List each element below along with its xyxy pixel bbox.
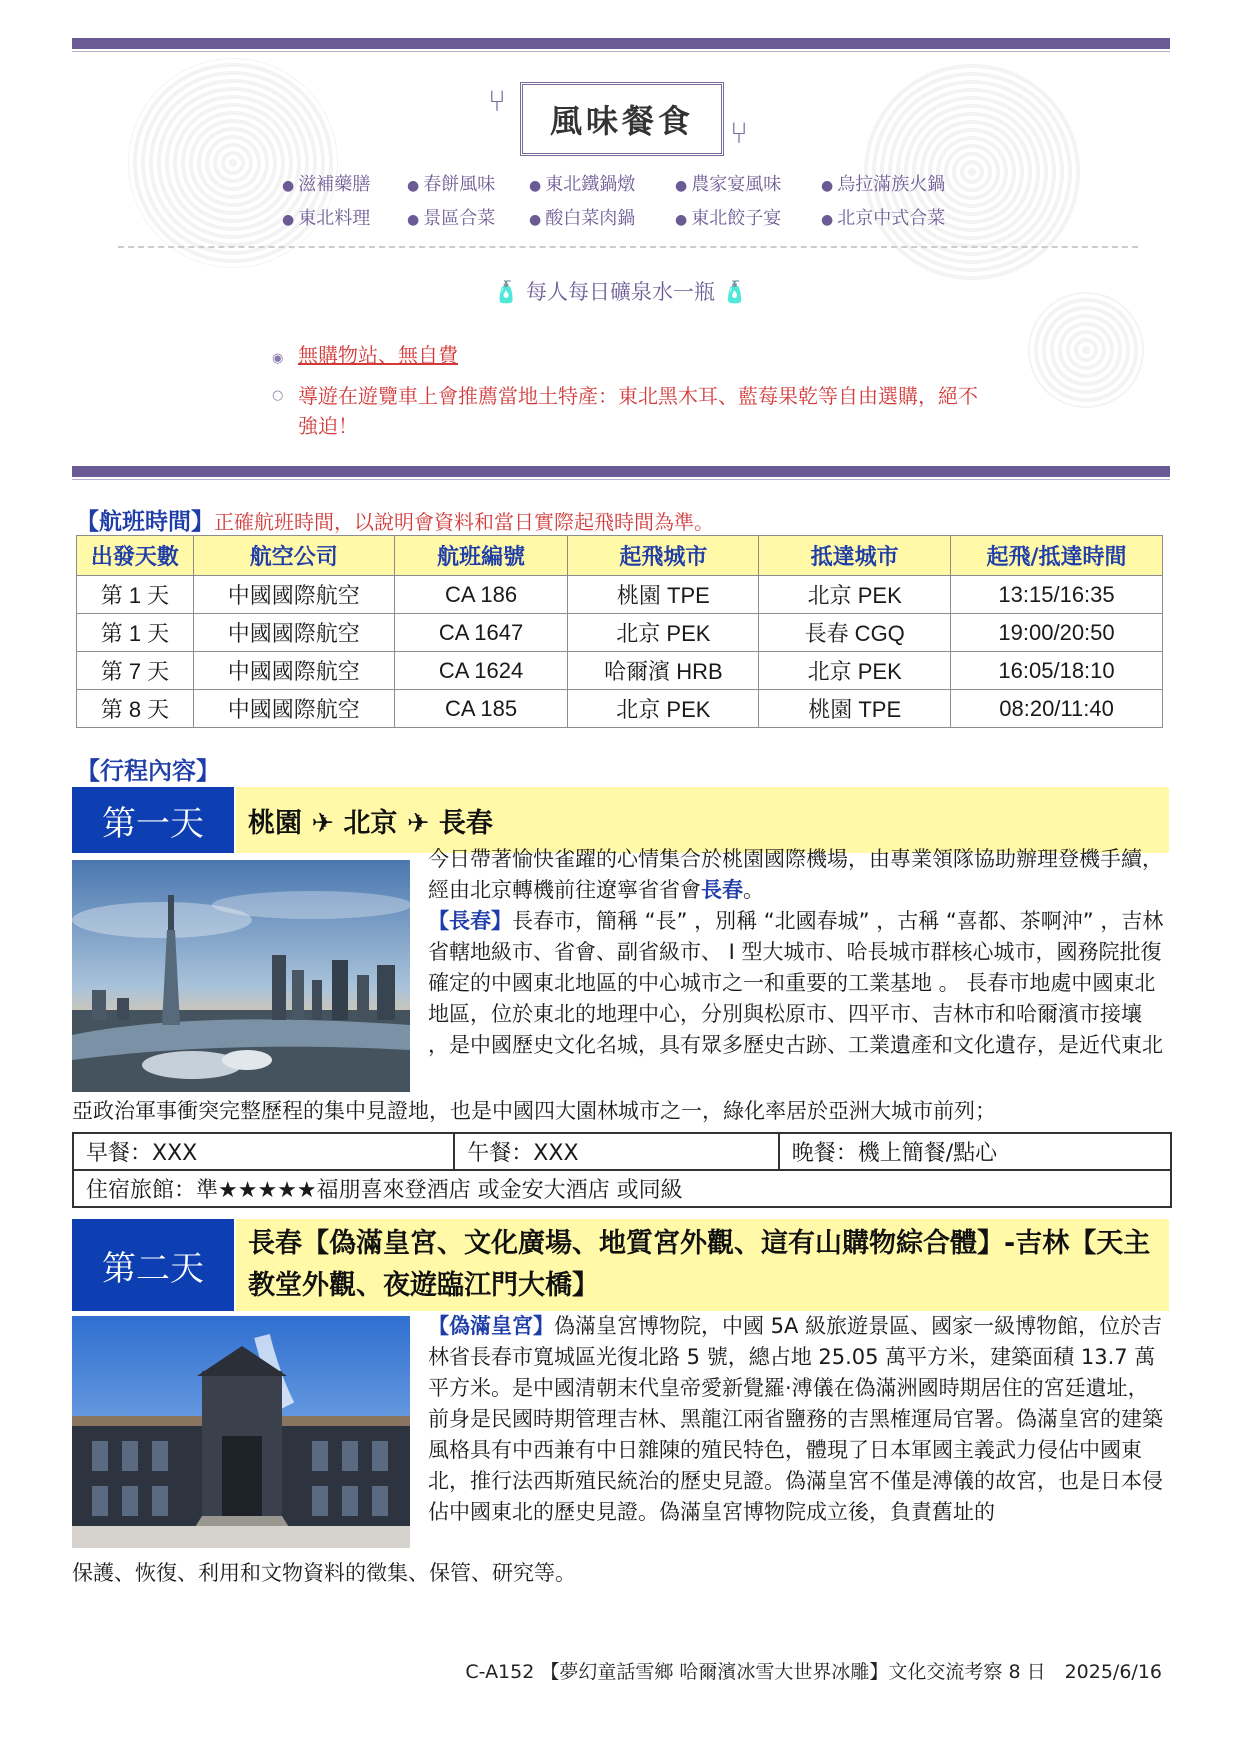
day2-description-tail: 保護、恢復、利用和文物資料的徵集、保管、研究等。 bbox=[72, 1561, 576, 1585]
day2-route: 長春【偽滿皇宮、文化廣場、地質宮外觀、這有山購物綜合體】-吉林【天主教堂外觀、夜遊臨江門大橋】 bbox=[236, 1219, 1169, 1311]
flight-heading: 【航班時間】正確航班時間，以說明會資料和當日實際起飛時間為準。 bbox=[76, 509, 714, 535]
dashed-divider bbox=[118, 246, 1138, 248]
food-list bbox=[282, 170, 982, 230]
table-row: 第 1 天 中國國際航空 CA 1647 北京 PEK 長春 CGQ 19:00/20:50 bbox=[77, 614, 1163, 652]
food-title-box bbox=[520, 82, 724, 156]
food-item: ● 酸白菜肉鍋 bbox=[529, 208, 636, 229]
food-item: ● 東北鐵鍋燉 bbox=[529, 174, 636, 195]
table-header-row bbox=[77, 536, 1163, 576]
bullet-icon: ◉ bbox=[272, 351, 284, 366]
food-title: 風味餐食 bbox=[549, 102, 694, 140]
day1-label: 第一天 bbox=[72, 787, 234, 853]
decorative-pattern bbox=[1028, 292, 1144, 408]
specialty-note: ○ 導遊在遊覽車上會推薦當地土特產：東北黑木耳、藍莓果乾等自由選購，絕不強迫！ bbox=[272, 381, 992, 441]
hotel-row bbox=[73, 1170, 1171, 1207]
column-header: 出發天數 bbox=[77, 536, 194, 576]
food-item: ● 滋補藥膳 bbox=[282, 174, 371, 195]
table-row: 第 8 天 中國國際航空 CA 185 北京 PEK 桃園 TPE 08:20/11:40 bbox=[77, 690, 1163, 728]
food-item: ● 烏拉滿族火鍋 bbox=[821, 174, 946, 195]
cutlery-icon: ⑂ bbox=[488, 84, 506, 119]
decorative-pattern bbox=[128, 58, 338, 268]
meal-row bbox=[73, 1133, 1171, 1170]
table-row: 第 7 天 中國國際航空 CA 1624 哈爾濱 HRB 北京 PEK 16:05/18:10 bbox=[77, 652, 1163, 690]
column-header: 抵達城市 bbox=[759, 536, 951, 576]
column-header: 起飛/抵達時間 bbox=[951, 536, 1163, 576]
lunch: 午餐：XXX bbox=[454, 1133, 778, 1170]
day2-label: 第二天 bbox=[72, 1219, 234, 1311]
breakfast: 早餐：XXX bbox=[73, 1133, 454, 1170]
day1-route: 桃園 ✈ 北京 ✈ 長春 bbox=[236, 787, 1169, 853]
puppet-palace-photo bbox=[72, 1316, 410, 1548]
day2-description: 【偽滿皇宮】偽滿皇宮博物院，中國 5A 級旅遊景區、國家一級博物館，位於吉林省長春市寬城區光復北路 5 號，總占地 25.05 萬平方米，建築面積 13.7 萬平方米。是中國清朝末代皇帝愛新覺羅·溥儀在偽滿洲國時期居住的宮廷遺址，前身是民國時期管理吉林、黑龍江兩省鹽務的吉黑榷運局官署。偽滿皇宮的建築風格具有中西兼有中日雜陳的殖民特色，體現了日本軍國主義武力侵佔中國東北，推行法西斯殖民統治的歷史見證。偽滿皇宮不僅是溥儀的故宮，也是日本侵佔中國東北的歷史見證。偽滿皇宮博物院成立後，負責舊址的 bbox=[428, 1314, 1163, 1524]
day1-description-tail: 亞政治軍事衝突完整歷程的集中見證地，也是中國四大園林城市之一，綠化率居於亞洲大城市前列； bbox=[72, 1099, 996, 1123]
column-header: 航班編號 bbox=[394, 536, 568, 576]
food-item: ● 東北料理 bbox=[282, 208, 371, 229]
section-divider bbox=[72, 466, 1170, 477]
day1-meal-table bbox=[72, 1132, 1172, 1208]
water-note: 🧴 每人每日礦泉水一瓶 🧴 bbox=[493, 280, 748, 304]
column-header: 起飛城市 bbox=[568, 536, 759, 576]
city-skyline-image bbox=[72, 860, 410, 1092]
day1-description: 今日帶著愉快雀躍的心情集合於桃園國際機場，由專業領隊協助辦理登機手續，經由北京轉機前往遼寧省省會長春。 【長春】長春市，簡稱 “長” ，別稱 “北國春城” ，古稱 “喜都、茶啊沖” ，吉林省轄地級市、省會、副省級市、 I 型大城市、哈長城市群核心城市，國務院批復確定的中國東北地區的中心城市之一和重要的工業基地 。 長春市地處中國東北地區，位於東北的地理中心，分別與松原市、四平市、吉林市和哈爾濱市接壤 ，是中國歷史文化名城，具有眾多歷史古跡、工業遺產和文化遺存，是近代東北 bbox=[428, 847, 1164, 1057]
food-item: ● 春餅風味 bbox=[407, 174, 496, 195]
food-item: ● 東北餃子宴 bbox=[675, 208, 782, 229]
food-item: ● 景區合菜 bbox=[407, 208, 496, 229]
column-header: 航空公司 bbox=[193, 536, 394, 576]
bottle-icon: 🧴 bbox=[493, 280, 520, 304]
palace-image bbox=[72, 1316, 410, 1548]
bottle-icon: 🧴 bbox=[721, 280, 748, 304]
table-row: 第 1 天 中國國際航空 CA 186 桃園 TPE 北京 PEK 13:15/16:35 bbox=[77, 576, 1163, 614]
no-shopping-note: ◉ 無購物站、無自費 bbox=[272, 343, 458, 367]
itinerary-heading: 【行程內容】 bbox=[76, 757, 220, 785]
cutlery-icon: ⑂ bbox=[730, 116, 748, 151]
hotel: 住宿旅館：準★★★★★福朋喜來登酒店 或金安大酒店 或同級 bbox=[73, 1170, 1171, 1207]
flight-table bbox=[76, 535, 1163, 728]
changchun-city-photo bbox=[72, 860, 410, 1092]
food-item: ● 北京中式合菜 bbox=[821, 208, 946, 229]
food-item: ● 農家宴風味 bbox=[675, 174, 782, 195]
page-footer: C-A152 【夢幻童話雪鄉 哈爾濱冰雪大世界冰雕】文化交流考察 8 日 2025/6/16 bbox=[465, 1661, 1162, 1683]
dinner: 晚餐：機上簡餐/點心 bbox=[779, 1133, 1171, 1170]
top-divider bbox=[72, 38, 1170, 49]
bullet-icon: ○ bbox=[272, 388, 284, 403]
